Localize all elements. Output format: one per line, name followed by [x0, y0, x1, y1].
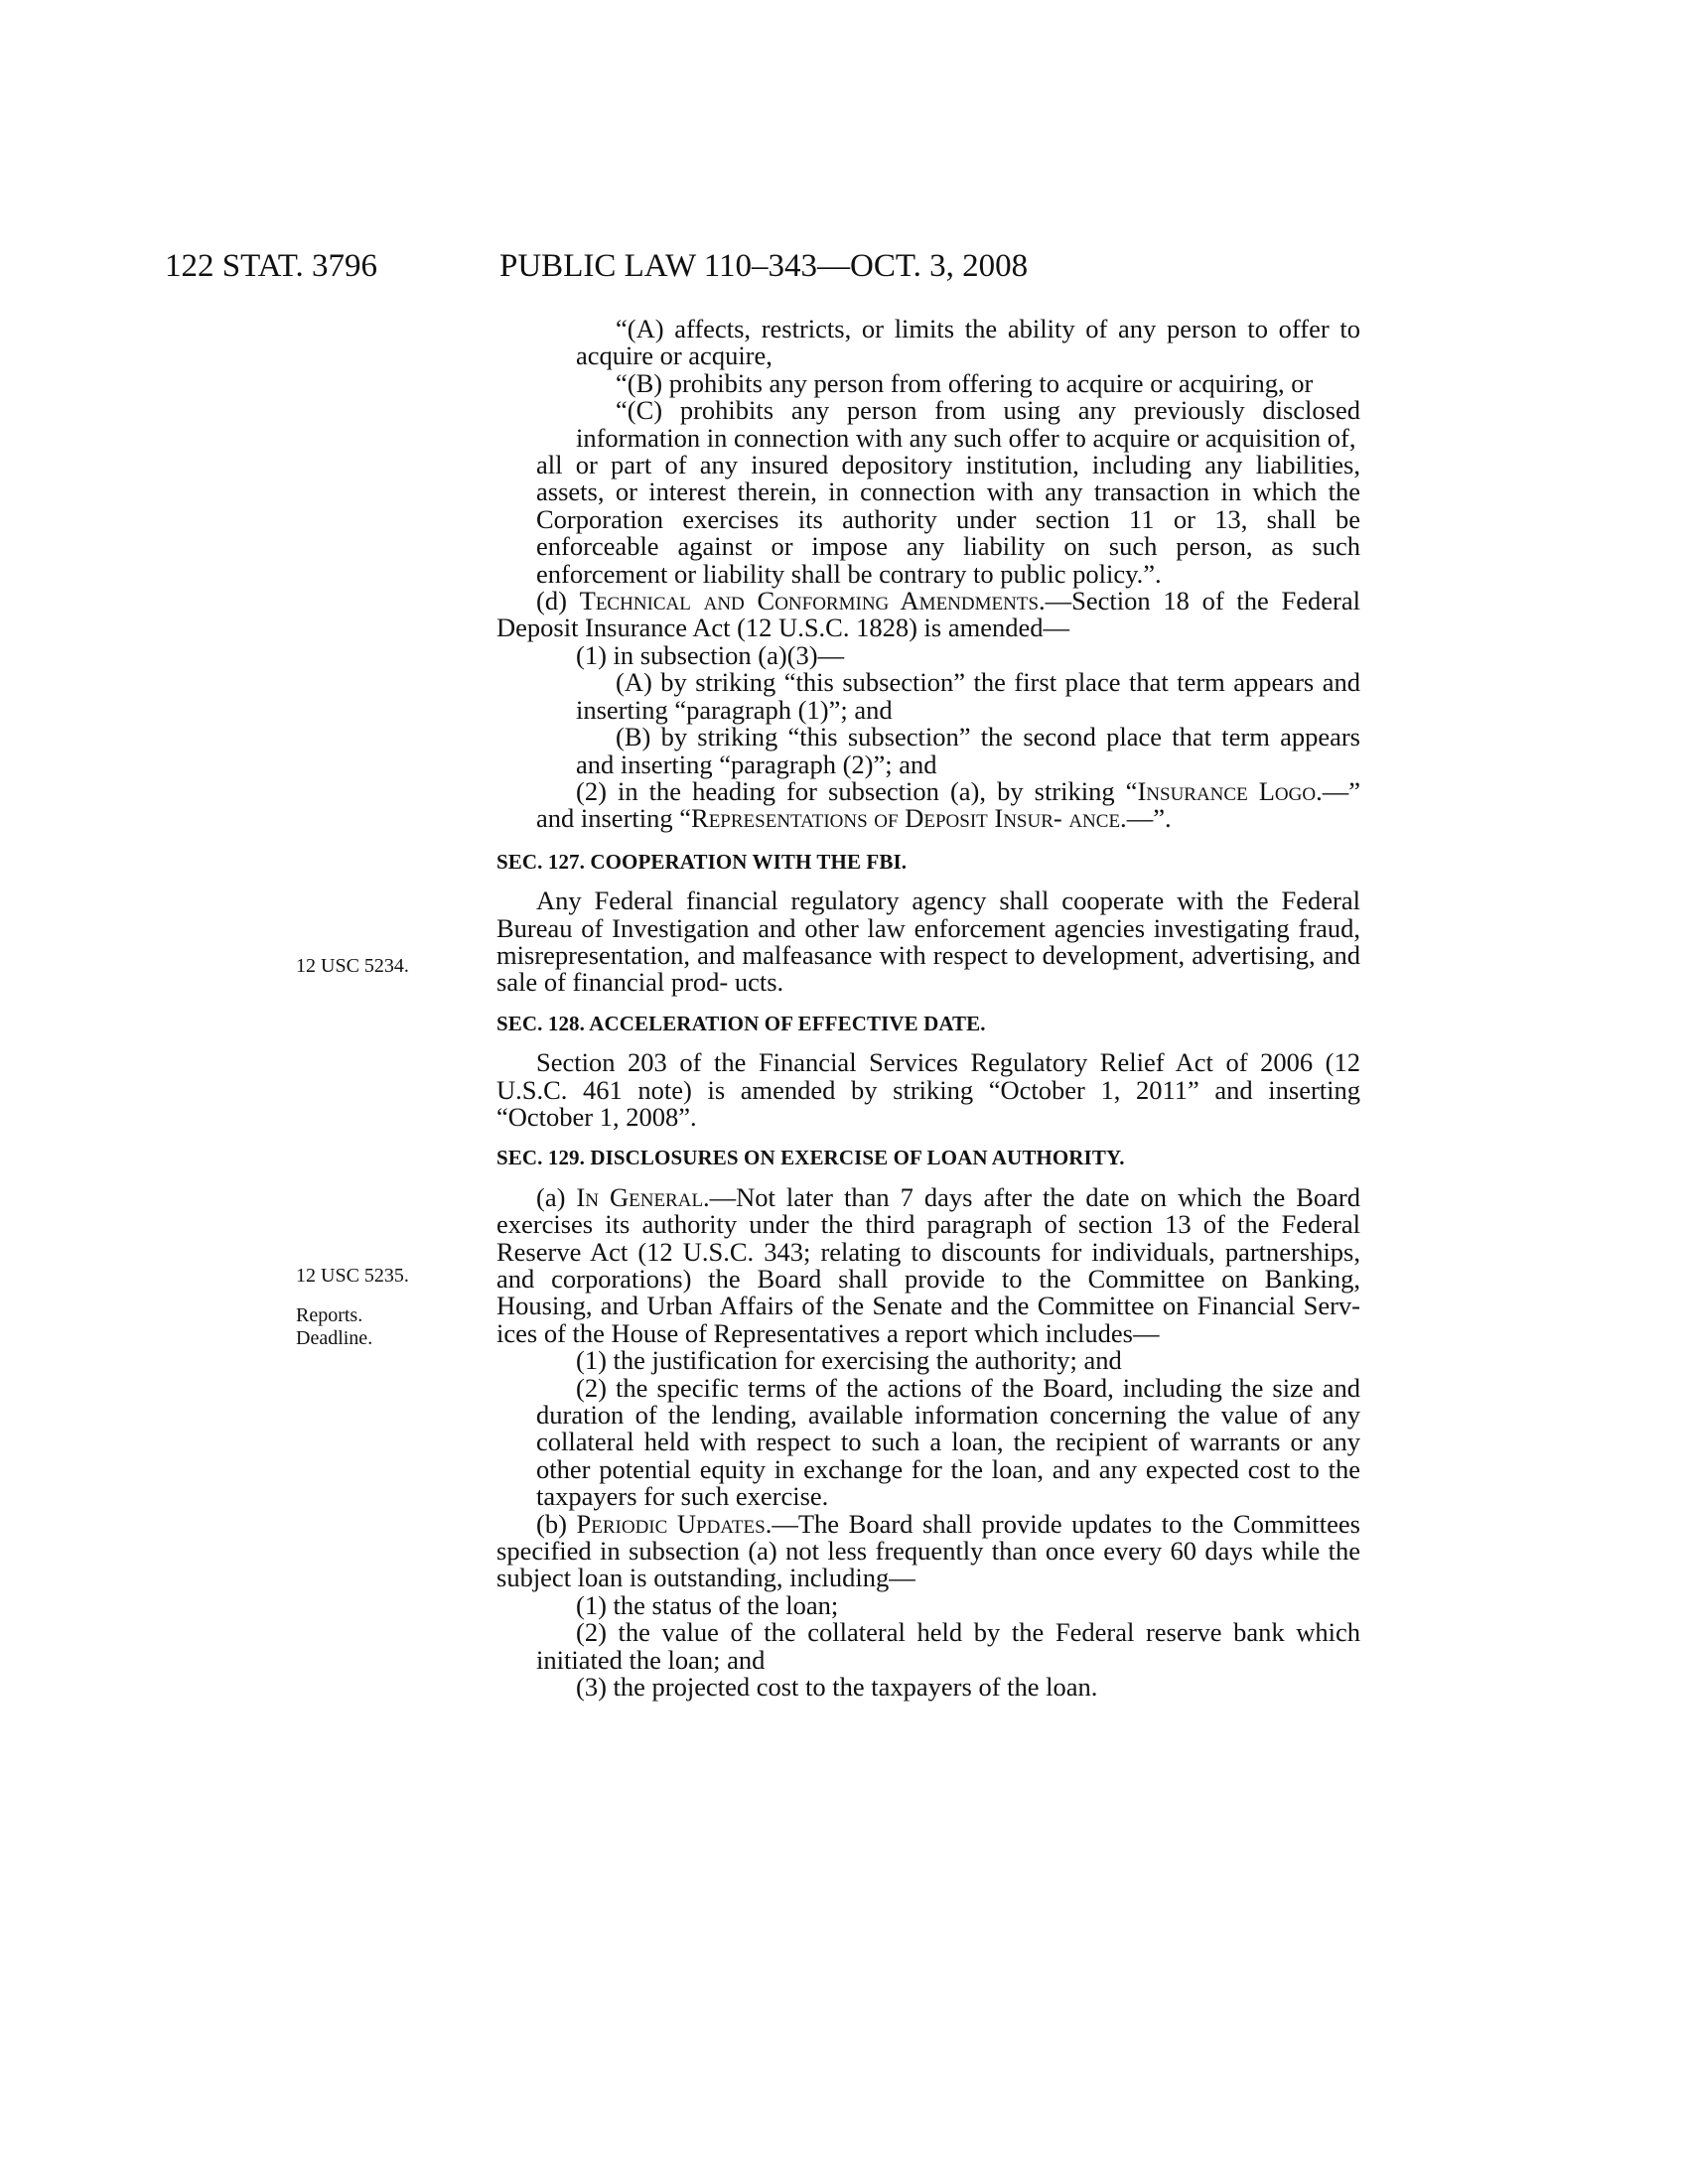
margin-note-usc-5234: 12 USC 5234. [296, 955, 409, 977]
body-text [496, 316, 1360, 1702]
paragraph-d2-end: —”. [1126, 803, 1172, 834]
subsection-d-heading: Technical and Conforming Amendments. [579, 586, 1046, 616]
paragraph-d2-struck-heading: Insurance Logo. [1137, 775, 1323, 806]
section-128-text: Section 203 of the Financial Services Regulatory Relief Act of 2006 (12 U.S.C. 461 note) is amended by striking “October 1, 2011” and inserting “October 1, 2008”. [496, 1047, 1360, 1132]
margin-note-deadline: Deadline. [296, 1327, 373, 1349]
paragraph-129b1: (1) the status of the loan; [576, 1589, 839, 1620]
subsection-129a-text: —Not later than 7 days after the date on which the Board exercises its authority under the third paragraph of section 13 of the Federal Reserve Act (12 U.S.C. 343; relating to discounts for individuals, partnerships, and corporations) the Board shall provide to the Committee on Banking, Housing, and Urban Affairs of the Senate and the Committee on Financial Serv- ices of the House of Representatives a report which includes— [496, 1181, 1360, 1348]
subsection-129a-label: (a) [536, 1181, 577, 1212]
clause-a: “(A) affects, restricts, or limits the ability of any person to offer to acquire or acquire, [576, 314, 1360, 371]
subsection-129b-text: —The Board shall provide updates to the Committees specified in subsection (a) not less frequently than once every 60 days while the subject loan is outstanding, including— [496, 1508, 1360, 1593]
subsection-129a [496, 1181, 1360, 1348]
clause-c: “(C) prohibits any person from using any previously disclosed information in connection with any such offer to acquire or acquisition of, [576, 395, 1360, 453]
page-reference: 122 STAT. 3796 [165, 248, 378, 284]
section-129-heading: SEC. 129. DISCLOSURES ON EXERCISE OF LOAN AUTHORITY. [496, 1146, 1125, 1170]
flush-paragraph: all or part of any insured depository institution, including any liabilities, assets, or interest therein, in connection with any transaction in which the Corporation exercises its authority under section 11 or 13, shall be enforceable against or impose any liability on such person, as such enforcement or liability shall be contrary to public policy.”. [536, 450, 1360, 589]
paragraph-d1: (1) in subsection (a)(3)— [576, 639, 845, 670]
paragraph-d2-new-heading: Representations of Deposit Insur- ance. [691, 803, 1127, 834]
paragraph-129a1: (1) the justification for exercising the authority; and [576, 1345, 1122, 1376]
subparagraph-d1b: (B) by striking “this subsection” the second place that term appears and inserting “paragraph (2)”; and [576, 722, 1360, 779]
margin-note-reports: Reports. [296, 1304, 363, 1326]
margin-note-usc-5235: 12 USC 5235. [296, 1265, 409, 1287]
page-title: PUBLIC LAW 110–343—OCT. 3, 2008 [499, 248, 1029, 284]
paragraph-d2 [496, 775, 1360, 834]
paragraph-129b3: (3) the projected cost to the taxpayers of the loan. [576, 1672, 1098, 1703]
subsection-129b-label: (b) [536, 1508, 577, 1539]
subsection-129b [496, 1508, 1360, 1593]
subsection-d-label: (d) [536, 586, 580, 616]
paragraph-129b2: (2) the value of the collateral held by the Federal reserve bank which initiated the loan; and [536, 1617, 1360, 1675]
section-128-heading: SEC. 128. ACCELERATION OF EFFECTIVE DATE. [496, 1011, 986, 1035]
paragraph-129a2: (2) the specific terms of the actions of the Board, including the size and duration of the lending, available information concerning the value of any collateral held with respect to such a loan, the recipient of warrants or any other potential equity in exchange for the loan, and any expected cost to the taxpayers for such exercise. [536, 1372, 1360, 1512]
subsection-d [496, 588, 1360, 642]
section-127-heading: SEC. 127. COOPERATION WITH THE FBI. [496, 849, 908, 874]
subparagraph-d1a: (A) by striking “this subsection” the first place that term appears and inserting “paragraph (1)”; and [576, 667, 1360, 725]
subsection-129a-heading: In General. [576, 1181, 710, 1212]
subsection-129b-heading: Periodic Updates. [576, 1508, 773, 1539]
section-127-text: Any Federal financial regulatory agency shall cooperate with the Federal Bureau of Investigation and other law enforcement agencies investigating fraud, misrepresentation, and malfeasance with respect to development, advertising, and sale of financial prod- ucts. [496, 886, 1360, 998]
paragraph-d2-mid: —” and inserting “ [536, 775, 1360, 834]
paragraph-d2-start: (2) in the heading for subsection (a), by striking “ [576, 775, 1138, 806]
clause-b: “(B) prohibits any person from offering to acquire or acquiring, or [616, 367, 1314, 398]
subsection-d-text: —Section 18 of the Federal Deposit Insurance Act (12 U.S.C. 1828) is amended— [496, 586, 1360, 643]
